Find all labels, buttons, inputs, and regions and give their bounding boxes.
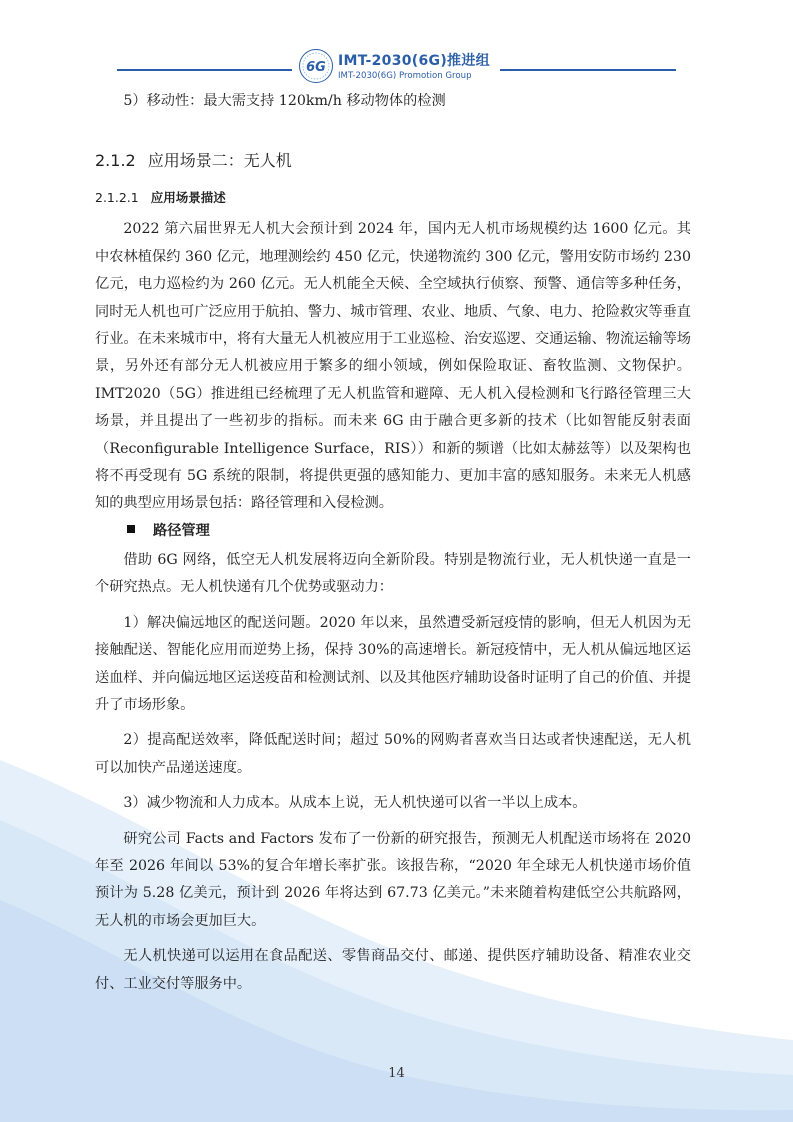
page-number: 14 bbox=[388, 1066, 405, 1081]
body-paragraph: 2）提高配送效率，降低配送时间；超过 50%的网购者喜欢当日达或者快速配送，无人机可以加快产品递送速度。 bbox=[95, 732, 691, 776]
mobility-item: 5）移动性：最大需支持 120km/h 移动物体的检测 bbox=[123, 93, 446, 109]
section-heading bbox=[95, 149, 691, 173]
header-title: IMT-2030(6G)推进组 bbox=[338, 53, 490, 69]
body-paragraph: 借助 6G 网络，低空无人机发展将迈向全新阶段。特别是物流行业，无人机快递一直是一个研究热点。无人机快递有几个优势或驱动力： bbox=[95, 551, 691, 596]
body-paragraph: 3）减少物流和人力成本。从成本上说，无人机快递可以省一半以上成本。 bbox=[123, 795, 587, 812]
section-title: 应用场景二：无人机 bbox=[147, 151, 292, 171]
bullet-heading-text: 路径管理 bbox=[153, 522, 210, 539]
square-bullet-icon bbox=[127, 525, 135, 533]
body-paragraph: 1）解决偏远地区的配送问题。2020 年以来，虽然遭受新冠疫情的影响，但无人机因为无接触配送、智能化应用而逆势上扬，保持 30%的高速增长。新冠疫情中，无人机从偏远地区运送血样、并向偏远地区运送疫苗和检测试剂、以及其他医疗辅助设备时证明了自己的价值、并提升了市场形象。 bbox=[95, 614, 691, 713]
body-paragraph: 无人机快递可以运用在食品配送、零售商品交付、邮递、提供医疗辅助设备、精准农业交付、工业交付等服务中。 bbox=[95, 948, 691, 992]
header-subtitle: IMT-2030(6G) Promotion Group bbox=[338, 71, 472, 81]
page-content bbox=[95, 88, 691, 998]
subsection-title: 应用场景描述 bbox=[150, 190, 226, 206]
scenario-description-paragraph: 2022 第六届世界无人机大会预计到 2024 年，国内无人机市场规模约达 1600 亿元。其中农林植保约 360 亿元，地理测绘约 450 亿元，快递物流约 300 亿元，警用安防市场约 230 亿元，电力巡检约为 260 亿元。无人机能全天候、全空域执行侦察、预警、通信等多种任务，同时无人机也可广泛应用于航拍、警力、城市管理、农业、地质、气象、电力、抢险救灾等垂直行业。在未来城市中，将有大量无人机被应用于工业巡检、治安巡逻、交通运输、物流运输等场景，另外还有部分无人机被应用于繁多的细小领域，例如保险取证、畜牧监测、文物保护。IMT2020（5G）推进组已经梳理了无人机监管和避障、无人机入侵检测和飞行路径管理三大场景，并且提出了一些初步的指标。而未来 6G 由于融合更多新的技术（比如智能反射表面（Reconfigurable Intelligence Surface，RIS））和新的频谱（比如太赫兹等）以及架构也将不再受现有 5G 系统的限制，将提供更强的感知能力、更加丰富的感知服务。未来无人机感知的典型应用场景包括：路径管理和入侵检测。 bbox=[95, 221, 691, 512]
header-rule-left bbox=[117, 69, 292, 71]
logo-text: 6G bbox=[306, 60, 326, 75]
subsection-number: 2.1.2.1 bbox=[95, 190, 139, 206]
section-number: 2.1.2 bbox=[95, 151, 136, 171]
bullet-heading bbox=[127, 518, 691, 545]
page-header bbox=[0, 42, 793, 92]
body-paragraph: 研究公司 Facts and Factors 发布了一份新的研究报告，预测无人机配送市场将在 2020 年至 2026 年间以 53%的复合年增长率扩张。该报告称，“2020 年全球无人机快递市场价值预计为 5.28 亿美元，预计到 2026 年将达到 67.73 亿美元。”未来随着构建低空公共航路网，无人机的市场会更加巨大。 bbox=[95, 830, 691, 929]
imt2030-logo bbox=[298, 48, 334, 84]
header-rule-right bbox=[500, 69, 676, 71]
subsection-heading bbox=[95, 188, 691, 208]
